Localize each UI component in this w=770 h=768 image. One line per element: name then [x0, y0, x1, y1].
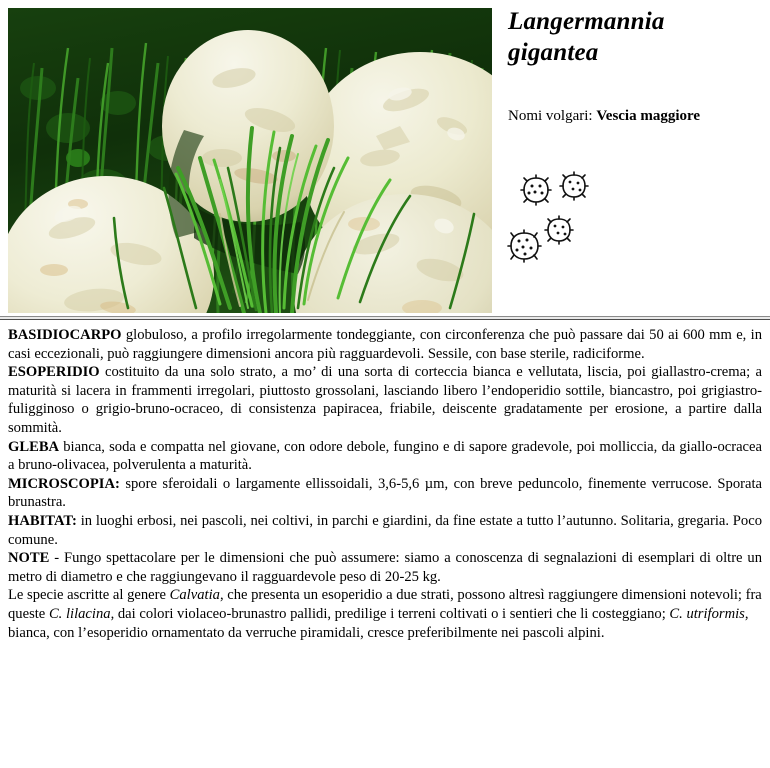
species-epithet: gigantea — [508, 39, 599, 66]
species-info-panel — [500, 0, 762, 316]
description-text — [8, 326, 762, 642]
paragraph-microscopia — [8, 475, 762, 512]
paragraph-basidiocarpo — [8, 326, 762, 363]
paragraph-calvatia — [8, 586, 762, 642]
spore-4 — [508, 230, 541, 262]
spore-3 — [545, 216, 573, 244]
text-habitat: in luoghi erbosi, nei pascoli, nei coltivi, in parchi e giardini, da fine estate a tutto l’autunno. Solitaria, gregaria. Poco comune. — [8, 512, 762, 548]
photo-illustration — [8, 8, 492, 313]
text-esoperidio: costituito da una solo strato, a mo’ di una sorta di corteccia bianca e vellutata, liscia, poi giallastro-crema; a maturità si lacera in frammenti irregolari, piuttosto grossolani, lasciando libero l’endoperidio sottile, biancastro, poi grigiastro-fuligginoso o grigio-bruno-ocraceo, di consistenza papiracea, friabile, deiscente gradatamente per erosione, a partire dalla sommità. — [8, 364, 762, 436]
top-area — [0, 0, 770, 316]
spore-illustration — [500, 150, 762, 275]
calvatia-part3: , dai colori violaceo-brunastro pallidi, predilige i terreni coltivati o i sentieri che li costeggiano; — [110, 605, 670, 622]
text-microscopia: spore sferoidali o largamente ellissoidali, 3,6-5,6 µm, con breve peduncolo, finemente verrucose. Sporata brunastra. — [8, 475, 762, 511]
calvatia-part1: Le specie ascritte al genere — [8, 587, 170, 604]
paragraph-esoperidio — [8, 363, 762, 437]
text-note: - Fungo spettacolare per le dimensioni che può assumere: siamo a conoscenza di segnalazioni di esemplari di oltre un metro di diametro e che raggiungevano il ragguardevole peso di 20-25 kg. — [8, 550, 762, 585]
common-names-line — [508, 107, 760, 126]
spore-drawing — [500, 150, 762, 275]
common-names-label: Nomi volgari: — [508, 108, 597, 124]
paragraph-note — [8, 549, 762, 586]
paragraph-gleba — [8, 438, 762, 475]
calvatia-part2: , che presenta un esoperidio a due strati, possono altresì raggiungere dimensioni notevoli; fra queste — [8, 587, 762, 622]
species-photograph — [8, 8, 492, 313]
calvatia-part4: , bianca, con l’esoperidio ornamentato da verruche piramidali, cresce preferibilmente nei pascoli alpini. — [8, 605, 749, 641]
common-names-value: Vescia maggiore — [596, 108, 701, 124]
horizontal-divider — [0, 316, 770, 320]
term-microscopia: MICROSCOPIA: — [8, 475, 120, 492]
term-esoperidio: ESOPERIDIO — [8, 364, 100, 381]
term-note: NOTE — [8, 550, 50, 567]
species-genus: Langermannia — [508, 8, 665, 35]
spore-2 — [560, 172, 588, 200]
calvatia-utriformis: C. utriformis — [669, 605, 745, 622]
spore-1 — [521, 175, 551, 205]
paragraph-habitat — [8, 512, 762, 549]
text-basidiocarpo: globuloso, a profilo irregolarmente tondeggiante, con circonferenza che può passare dai 50 ai 600 mm e, in casi eccezionali, può raggiungere dimensioni ancora più ragguardevoli. Sessile, con base sterile, radiciforme. — [8, 327, 762, 362]
term-basidiocarpo: BASIDIOCARPO — [8, 327, 122, 343]
calvatia-lilacina: C. lilacina — [48, 605, 111, 622]
term-gleba: GLEBA — [8, 438, 60, 455]
text-gleba: bianca, soda e compatta nel giovane, con odore debole, fungino e di sapore gradevole, poi molliccia, da giallo-ocracea a bruno-olivacea, polverulenta a maturità. — [8, 438, 762, 474]
calvatia-genus: Calvatia — [169, 587, 220, 604]
species-scientific-name — [508, 6, 758, 68]
term-habitat: HABITAT: — [8, 512, 77, 529]
